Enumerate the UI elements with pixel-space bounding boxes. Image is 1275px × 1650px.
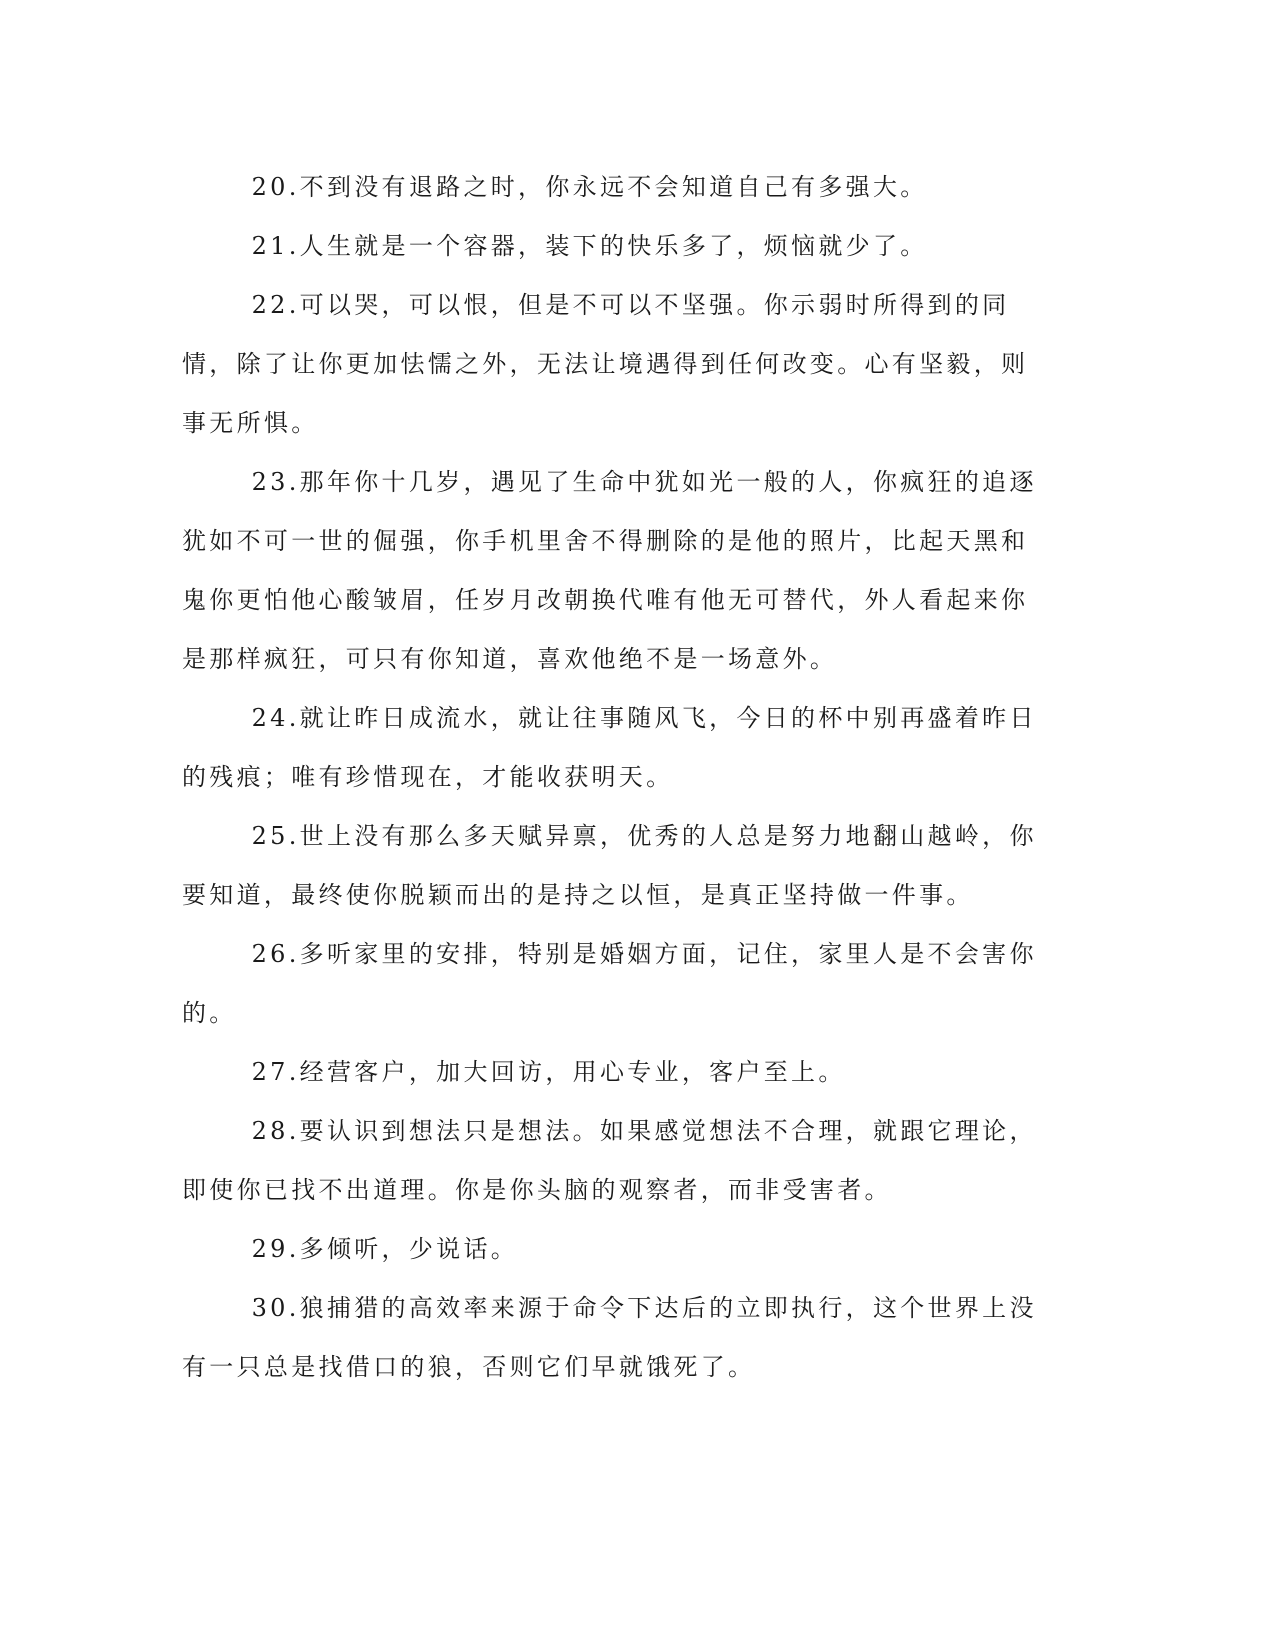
paragraph-25: 25.世上没有那么多天赋异禀，优秀的人总是努力地翻山越岭，你要知道，最终使你脱颖而出的是持之以恒，是真正坚持做一件事。 [182,822,1037,909]
paragraph-21: 21.人生就是一个容器，装下的快乐多了，烦恼就少了。 [251,232,928,260]
document-body [182,158,1042,1397]
paragraph-29: 29.多倾听，少说话。 [251,1235,519,1263]
paragraph-28: 28.要认识到想法只是想法。如果感觉想法不合理，就跟它理论，即使你已找不出道理。你是你头脑的观察者，而非受害者。 [182,1117,1037,1204]
paragraph-24: 24.就让昨日成流水，就让往事随风飞，今日的杯中别再盛着昨日的残痕；唯有珍惜现在，才能收获明天。 [182,704,1037,791]
paragraph-23: 23.那年你十几岁，遇见了生命中犹如光一般的人，你疯狂的追逐犹如不可一世的倔强，你手机里舍不得删除的是他的照片，比起天黑和鬼你更怕他心酸皱眉，任岁月改朝换代唯有他无可替代，外人看起来你是那样疯狂，可只有你知道，喜欢他绝不是一场意外。 [182,468,1037,673]
paragraph-20: 20.不到没有退路之时，你永远不会知道自己有多强大。 [251,173,928,201]
paragraph-27: 27.经营客户，加大回访，用心专业，客户至上。 [251,1058,846,1086]
paragraph-26: 26.多听家里的安排，特别是婚姻方面，记住，家里人是不会害你的。 [182,940,1037,1027]
paragraph-30: 30.狼捕猎的高效率来源于命令下达后的立即执行，这个世界上没有一只总是找借口的狼，否则它们早就饿死了。 [182,1294,1037,1381]
paragraph-22: 22.可以哭，可以恨，但是不可以不坚强。你示弱时所得到的同情，除了让你更加怯懦之外，无法让境遇得到任何改变。心有坚毅，则事无所惧。 [182,291,1029,437]
